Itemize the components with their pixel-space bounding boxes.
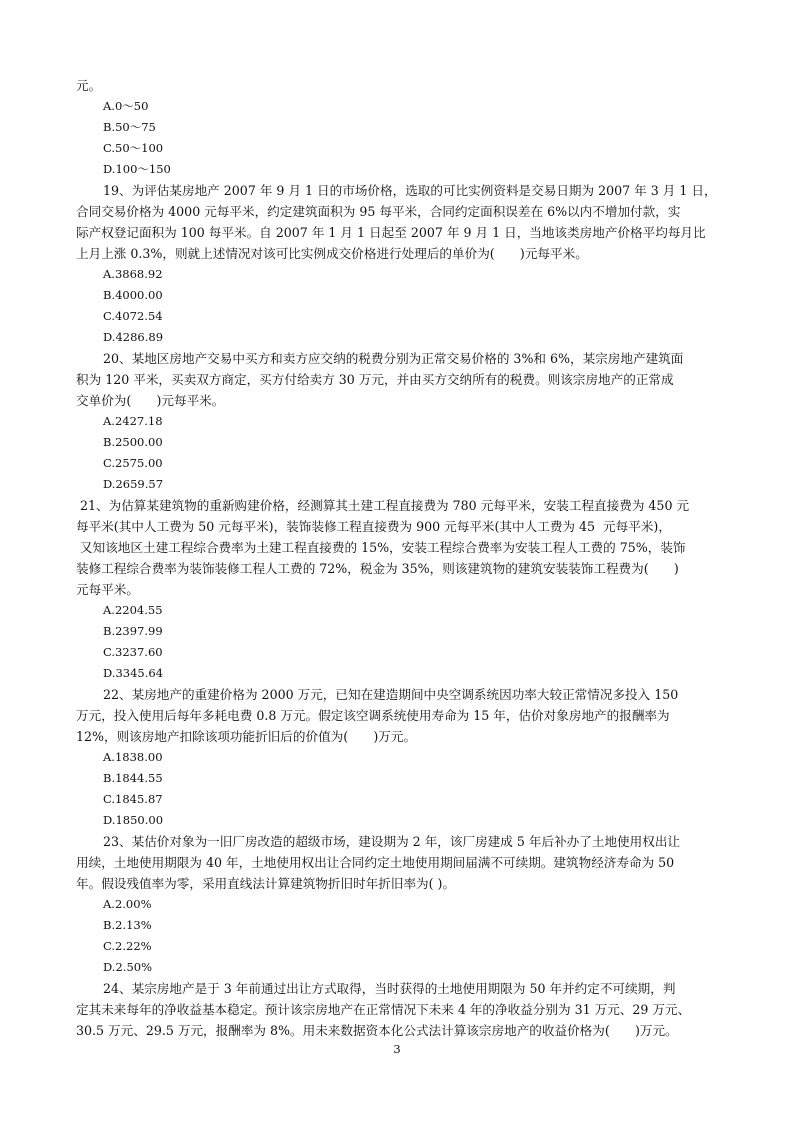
question-block bbox=[76, 684, 738, 831]
answer-option: C.50～100 bbox=[103, 141, 164, 155]
question-block bbox=[76, 978, 738, 1041]
question-stem-continued: 装修工程综合费率为装饰装修工程人工费的 72%，税金为 35%，则该建筑物的建筑安装装饰工程费为( ) bbox=[76, 561, 679, 576]
answer-option: D.2.50% bbox=[103, 960, 152, 974]
answer-option: A.0～50 bbox=[103, 99, 149, 113]
answer-option: A.2.00% bbox=[103, 897, 152, 911]
answer-option: B.2500.00 bbox=[103, 435, 163, 449]
answer-option: C.1845.87 bbox=[103, 792, 163, 806]
question-stem-continued: 万元，投入使用后每年多耗电费 0.8 万元。假定该空调系统使用寿命为 15 年，估价对象房地产的报酬率为 bbox=[76, 708, 670, 723]
answer-option: D.2659.57 bbox=[103, 477, 164, 491]
answer-option: B.4000.00 bbox=[103, 288, 163, 302]
previous-question-options bbox=[76, 96, 738, 180]
answer-option: B.2.13% bbox=[103, 918, 152, 932]
question-stem-continued: 积为 120 平米，买卖双方商定，买方付给卖方 30 万元，并由买方交纳所有的税费。则该宗房地产的正常成 bbox=[76, 372, 674, 387]
answer-option: A.2204.55 bbox=[103, 603, 163, 617]
question-stem-continued: 元每平米。 bbox=[76, 582, 139, 597]
question-stem-continued: 定其未来每年的净收益基本稳定。预计该宗房地产在正常情况下未来 4 年的净收益分别为 31 万元、29 万元、 bbox=[76, 1002, 691, 1017]
question-list bbox=[76, 180, 738, 1041]
question-stem-continued: 12%，则该房地产扣除该项功能折旧后的价值为( )万元。 bbox=[76, 729, 417, 744]
answer-option: A.3868.92 bbox=[103, 267, 163, 281]
document-body bbox=[76, 75, 738, 1041]
page-number: 3 bbox=[393, 1042, 401, 1056]
question-stem: 22、某房地产的重建价格为 2000 万元，已知在建造期间中央空调系统因功率大较正常情况多投入 150 bbox=[103, 687, 679, 702]
question-stem-continued: 交单价为( )元每平米。 bbox=[76, 393, 225, 408]
answer-option: C.2575.00 bbox=[103, 456, 163, 470]
question-stem: 23、某估价对象为一旧厂房改造的超级市场，建设期为 2 年，该厂房建成 5 年后补办了土地使用权出让 bbox=[103, 834, 681, 849]
answer-option: D.100～150 bbox=[103, 162, 171, 176]
answer-option: B.1844.55 bbox=[103, 771, 163, 785]
question-stem-continued: 上月上涨 0.3%，则就上述情况对该可比实例成交价格进行处理后的单价为( )元每平米。 bbox=[76, 246, 588, 261]
question-stem-continued: 每平米(其中人工费为 50 元每平米)，装饰装修工程直接费为 900 元每平米(其中人工费为 45 元每平米)， bbox=[76, 519, 671, 534]
answer-option: A.2427.18 bbox=[103, 414, 163, 428]
answer-option: B.2397.99 bbox=[103, 624, 163, 638]
answer-option: C.2.22% bbox=[103, 939, 152, 953]
question-stem-continued: 30.5 万元、29.5 万元，报酬率为 8%。用未来数据资本化公式法计算该宗房地产的收益价格为( )万元。 bbox=[76, 1023, 678, 1038]
answer-option: C.3237.60 bbox=[103, 645, 163, 659]
question-block bbox=[76, 348, 738, 495]
answer-option: D.3345.64 bbox=[103, 666, 164, 680]
question-block bbox=[76, 180, 738, 348]
answer-option: A.1838.00 bbox=[103, 750, 163, 764]
question-stem-continued: 用续，土地使用期限为 40 年，土地使用权出让合同约定土地使用期间届满不可续期。建筑物经济寿命为 50 bbox=[76, 855, 675, 870]
question-stem-continued: 年。假设残值率为零，采用直线法计算建筑物折旧时年折旧率为( )。 bbox=[76, 876, 456, 891]
answer-option: D.1850.00 bbox=[103, 813, 164, 827]
question-stem: 20、某地区房地产交易中买方和卖方应交纳的税费分别为正常交易价格的 3%和 6%，某宗房地产建筑面 bbox=[103, 351, 684, 366]
question-block bbox=[76, 831, 738, 978]
answer-option: D.4286.89 bbox=[103, 330, 164, 344]
question-stem-continued: 际产权登记面积为 100 每平米。自 2007 年 1 月 1 日起至 2007 年 9 月 1 日，当地该类房地产价格平均每月比 bbox=[76, 225, 706, 240]
question-stem: 24、某宗房地产是于 3 年前通过出让方式取得，当时获得的土地使用期限为 50 年并约定不可续期，判 bbox=[103, 981, 676, 996]
answer-option: B.50～75 bbox=[103, 120, 156, 134]
question-block bbox=[76, 495, 738, 684]
question-stem-continued: 又知该地区土建工程综合费率为土建工程直接费的 15%，安装工程综合费率为安装工程人工费的 75%，装饰 bbox=[76, 540, 686, 555]
question-stem: 19、为评估某房地产 2007 年 9 月 1 日的市场价格，选取的可比实例资料是交易日期为 2007 年 3 月 1 日， bbox=[103, 183, 717, 198]
question-stem: 21、为估算某建筑物的重新购建价格，经测算其土建工程直接费为 780 元每平米，安装工程直接费为 450 元 bbox=[80, 498, 690, 513]
previous-question-tail: 元。 bbox=[76, 78, 102, 93]
answer-option: C.4072.54 bbox=[103, 309, 163, 323]
question-stem-continued: 合同交易价格为 4000 元每平米，约定建筑面积为 95 每平米，合同约定面积误差在 6%以内不增加付款，实 bbox=[76, 204, 681, 219]
